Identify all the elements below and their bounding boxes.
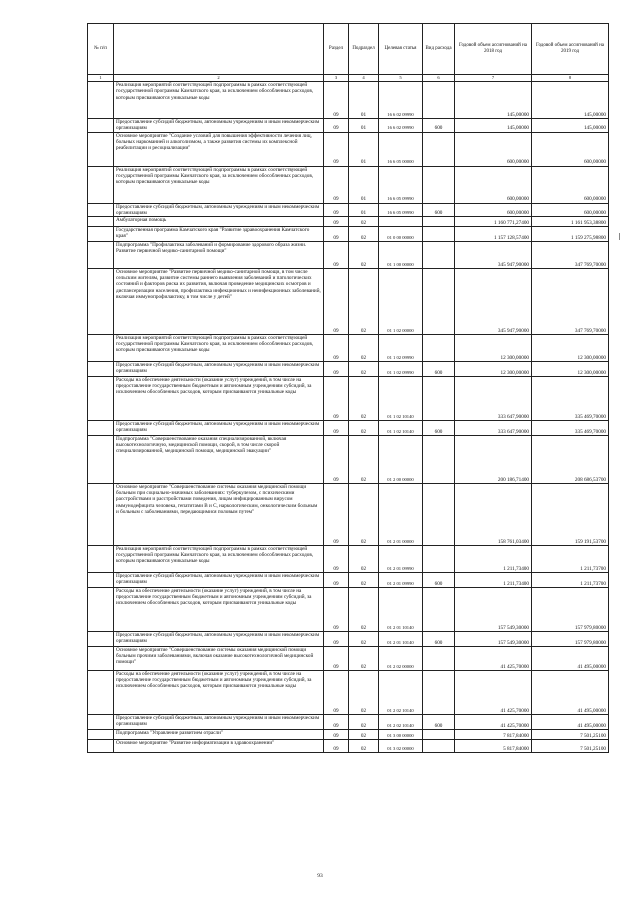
table-row	[88, 362, 609, 377]
row-target: 01 2 01 10140	[379, 588, 423, 632]
row-razdel: 09	[324, 377, 349, 421]
row-razdel: 09	[324, 715, 349, 730]
row-number	[88, 573, 114, 588]
row-podrazdel: 02	[349, 740, 379, 753]
row-number	[88, 132, 114, 166]
row-expense-type	[423, 588, 455, 632]
row-amount-2018: 200 186,71400	[455, 436, 532, 484]
row-amount-2019: 335 469,70000	[532, 421, 609, 436]
row-amount-2019: 7 501,25100	[532, 740, 609, 753]
row-amount-2019: 145,00000	[532, 82, 609, 119]
row-name: Основное мероприятие "Развитие информатизации в здравоохранении"	[114, 740, 324, 753]
header-2019: Годовой объем ассигнований на 2019 год	[532, 24, 609, 75]
row-expense-type	[423, 546, 455, 573]
row-podrazdel: 01	[349, 203, 379, 216]
header-razdel: Раздел	[324, 24, 349, 75]
row-amount-2019: 1 161 953,38800	[532, 217, 609, 227]
row-amount-2018: 41 425,70000	[455, 671, 532, 715]
row-amount-2018: 333 647,90000	[455, 377, 532, 421]
row-razdel: 09	[324, 362, 349, 377]
row-expense-type: 600	[423, 632, 455, 647]
row-number	[88, 421, 114, 436]
row-razdel: 09	[324, 119, 349, 132]
row-podrazdel: 02	[349, 715, 379, 730]
row-amount-2019: 1 159 275,98800	[532, 227, 609, 242]
row-number	[88, 588, 114, 632]
row-razdel: 09	[324, 421, 349, 436]
column-number: 5	[379, 75, 423, 82]
table-row	[88, 82, 609, 119]
row-target	[379, 217, 423, 227]
table-row	[88, 436, 609, 484]
row-name: Основное мероприятие "Создание условий для повышения эффективности лечения лиц, больных наркоманией и алкоголизмом, а также развития системы их комплексной реабилитации и ресоциализации"	[114, 132, 324, 166]
row-expense-type	[423, 242, 455, 269]
row-target: 16 6 05 09990	[379, 203, 423, 216]
row-expense-type	[423, 377, 455, 421]
row-amount-2019: 335 469,70000	[532, 377, 609, 421]
row-amount-2019: 7 501,25100	[532, 730, 609, 740]
table-row	[88, 573, 609, 588]
row-name: Предоставление субсидий бюджетным, автономным учреждениям и иным некоммерческим организациям	[114, 421, 324, 436]
row-amount-2018: 157 549,30000	[455, 588, 532, 632]
row-name: Подпрограмма "Профилактика заболеваний и формирование здорового образа жизни. Развитие первичной медико-санитарной помощи"	[114, 242, 324, 269]
budget-table	[87, 23, 609, 753]
row-amount-2019: 600,00000	[532, 166, 609, 203]
row-target: 16 6 05 00000	[379, 132, 423, 166]
row-amount-2018: 7 817,84000	[455, 730, 532, 740]
row-podrazdel: 02	[349, 242, 379, 269]
row-name: Подпрограмма "Управление развитием отрасли"	[114, 730, 324, 740]
row-number	[88, 362, 114, 377]
table-row	[88, 269, 609, 335]
row-amount-2018: 600,00000	[455, 166, 532, 203]
row-expense-type: 600	[423, 362, 455, 377]
table-row	[88, 715, 609, 730]
row-razdel: 09	[324, 227, 349, 242]
row-expense-type	[423, 166, 455, 203]
header-podrazdel: Подраздел	[349, 24, 379, 75]
table-row	[88, 227, 609, 242]
table-row	[88, 546, 609, 573]
row-razdel: 09	[324, 546, 349, 573]
table-row	[88, 119, 609, 132]
table-row	[88, 421, 609, 436]
row-podrazdel: 02	[349, 588, 379, 632]
row-podrazdel: 02	[349, 421, 379, 436]
row-amount-2018: 41 425,70000	[455, 647, 532, 671]
row-name: Предоставление субсидий бюджетным, автономным учреждениям и иным некоммерческим организациям	[114, 203, 324, 216]
row-target: 01 3 02 00000	[379, 740, 423, 753]
row-number	[88, 730, 114, 740]
row-number	[88, 203, 114, 216]
row-name: Реализация мероприятий соответствующей подпрограммы в рамках соответствующей государственной программы Камчатского края, за исключением обособленных расходов, которым присваиваются уникальные коды	[114, 166, 324, 203]
row-expense-type	[423, 740, 455, 753]
row-razdel: 09	[324, 436, 349, 484]
table-row	[88, 166, 609, 203]
row-name: Реализация мероприятий соответствующей подпрограммы в рамках соответствующей государственной программы Камчатского края, за исключением обособленных расходов, которым присваиваются уникальные коды	[114, 82, 324, 119]
row-expense-type	[423, 82, 455, 119]
row-expense-type	[423, 730, 455, 740]
row-expense-type	[423, 227, 455, 242]
row-amount-2019: 157 979,80000	[532, 632, 609, 647]
row-amount-2019: 1 211,73700	[532, 546, 609, 573]
row-target: 01 2 00 00000	[379, 436, 423, 484]
row-expense-type	[423, 217, 455, 227]
row-amount-2018: 345 947,90000	[455, 242, 532, 269]
row-expense-type: 600	[423, 715, 455, 730]
table-header-row	[88, 24, 609, 75]
row-amount-2018: 345 947,90000	[455, 269, 532, 335]
row-razdel: 09	[324, 740, 349, 753]
row-name: Реализация мероприятий соответствующей подпрограммы в рамках соответствующей государственной программы Камчатского края, за исключением обособленных расходов, которым присваиваются уникальные коды	[114, 546, 324, 573]
row-name: Основное мероприятие "Совершенствование системы оказания медицинской помощи больным при социально-значимых заболеваниях: туберкулезом, с психическими расстройствами и расстройствами поведения, лицам инфицированным вирусом иммунодефицита человека, гепатитами В и С, наркологическим, онкологическим больным и больным с заболеваниями, передающимися половым путем"	[114, 484, 324, 546]
row-amount-2018: 333 647,90000	[455, 421, 532, 436]
row-expense-type: 600	[423, 119, 455, 132]
row-razdel: 09	[324, 166, 349, 203]
row-amount-2019: 12 300,00000	[532, 362, 609, 377]
row-amount-2018: 1 157 128,57400	[455, 227, 532, 242]
row-razdel: 09	[324, 269, 349, 335]
row-expense-type	[423, 436, 455, 484]
row-number	[88, 671, 114, 715]
row-podrazdel: 02	[349, 647, 379, 671]
row-target: 01 2 02 10140	[379, 671, 423, 715]
row-target: 01 2 01 10140	[379, 632, 423, 647]
row-podrazdel: 02	[349, 269, 379, 335]
row-name: Предоставление субсидий бюджетным, автономным учреждениям и иным некоммерческим организациям	[114, 573, 324, 588]
row-amount-2019: 41 495,00000	[532, 647, 609, 671]
row-number	[88, 269, 114, 335]
row-expense-type	[423, 132, 455, 166]
row-amount-2019: 157 979,80000	[532, 588, 609, 632]
row-podrazdel: 02	[349, 546, 379, 573]
table-row	[88, 730, 609, 740]
row-amount-2019: 12 300,00000	[532, 335, 609, 362]
row-target: 01 1 02 10140	[379, 421, 423, 436]
row-number	[88, 632, 114, 647]
column-number: 1	[88, 75, 114, 82]
row-razdel: 09	[324, 632, 349, 647]
row-podrazdel: 02	[349, 436, 379, 484]
column-number: 2	[114, 75, 324, 82]
table-row	[88, 335, 609, 362]
row-name: Расходы на обеспечение деятельности (оказание услуг) учреждений, в том числе на предоставление государственным бюджетным и автономным учреждениям субсидий, за исключением обособленных расходов, которым присваиваются уникальные коды	[114, 588, 324, 632]
row-amount-2018: 12 300,00000	[455, 335, 532, 362]
header-target: Целевая статья	[379, 24, 423, 75]
row-target: 16 6 02 09990	[379, 82, 423, 119]
row-razdel: 09	[324, 335, 349, 362]
page-number: 93	[317, 873, 323, 879]
row-number	[88, 740, 114, 753]
column-number: 7	[455, 75, 532, 82]
row-podrazdel: 02	[349, 484, 379, 546]
row-target: 01 2 01 09990	[379, 546, 423, 573]
row-amount-2019: 600,00000	[532, 203, 609, 216]
row-name: Предоставление субсидий бюджетным, автономным учреждениям и иным некоммерческим организациям	[114, 715, 324, 730]
row-razdel: 09	[324, 588, 349, 632]
row-amount-2018: 1 211,73400	[455, 573, 532, 588]
row-number	[88, 647, 114, 671]
row-amount-2018: 157 549,30000	[455, 632, 532, 647]
row-number	[88, 119, 114, 132]
row-target: 01 2 02 00000	[379, 647, 423, 671]
row-amount-2019: 347 769,70000	[532, 269, 609, 335]
row-number	[88, 715, 114, 730]
row-number	[88, 377, 114, 421]
row-amount-2019: 41 495,00000	[532, 715, 609, 730]
row-expense-type	[423, 671, 455, 715]
row-number	[88, 242, 114, 269]
row-podrazdel: 02	[349, 730, 379, 740]
column-number: 4	[349, 75, 379, 82]
header-num: № п/п	[88, 24, 114, 75]
row-razdel: 09	[324, 671, 349, 715]
row-target: 01 1 02 09990	[379, 335, 423, 362]
row-name: Государственная программа Камчатского края "Развитие здравоохранения Камчатского края"	[114, 227, 324, 242]
row-number	[88, 227, 114, 242]
row-expense-type: 600	[423, 203, 455, 216]
row-name: Расходы на обеспечение деятельности (оказание услуг) учреждений, в том числе на предоставление государственным бюджетным и автономным учреждениям субсидий, за исключением обособленных расходов, которым присваиваются уникальные коды	[114, 377, 324, 421]
margin-mark	[619, 233, 620, 240]
row-razdel: 09	[324, 484, 349, 546]
row-amount-2018: 5 817,84000	[455, 740, 532, 753]
row-expense-type: 600	[423, 421, 455, 436]
row-razdel: 09	[324, 242, 349, 269]
row-amount-2018: 12 300,00000	[455, 362, 532, 377]
row-amount-2019: 208 686,53700	[532, 436, 609, 484]
column-numbering-row	[88, 75, 609, 82]
row-number	[88, 484, 114, 546]
row-podrazdel: 02	[349, 573, 379, 588]
table-row	[88, 647, 609, 671]
row-number	[88, 436, 114, 484]
row-podrazdel: 01	[349, 119, 379, 132]
header-name	[114, 24, 324, 75]
row-podrazdel: 02	[349, 217, 379, 227]
row-name: Основное мероприятие "Развитие первичной медико-санитарной помощи, в том числе сельским жителям, развитие системы раннего выявления заболеваний и патологических состояний и факторов риска их развития, включая проведение медицинских осмотров и диспансеризации населения, профилактика инфекционных и неинфекционных заболеваний, включая иммунопрофилактику, в том числе у детей"	[114, 269, 324, 335]
row-amount-2019: 347 769,70000	[532, 242, 609, 269]
row-amount-2018: 41 425,70000	[455, 715, 532, 730]
row-razdel: 09	[324, 82, 349, 119]
column-number: 8	[532, 75, 609, 82]
row-number	[88, 82, 114, 119]
row-expense-type	[423, 647, 455, 671]
row-podrazdel: 02	[349, 362, 379, 377]
row-number	[88, 166, 114, 203]
budget-table-page	[87, 23, 608, 753]
row-amount-2018: 600,00000	[455, 132, 532, 166]
row-podrazdel: 02	[349, 632, 379, 647]
row-razdel: 09	[324, 203, 349, 216]
row-target: 01 2 01 00000	[379, 484, 423, 546]
table-row	[88, 740, 609, 753]
row-razdel: 09	[324, 647, 349, 671]
row-podrazdel: 01	[349, 82, 379, 119]
row-podrazdel: 01	[349, 166, 379, 203]
row-target: 01 2 01 09990	[379, 573, 423, 588]
row-name: Расходы на обеспечение деятельности (оказание услуг) учреждений, в том числе на предоставление государственным бюджетным и автономным учреждениям субсидий, за исключением обособленных расходов, которым присваиваются уникальные коды	[114, 671, 324, 715]
row-name: Предоставление субсидий бюджетным, автономным учреждениям и иным некоммерческим организациям	[114, 632, 324, 647]
row-target: 01 1 02 00000	[379, 269, 423, 335]
table-row	[88, 217, 609, 227]
row-target: 01 3 00 00000	[379, 730, 423, 740]
table-row	[88, 671, 609, 715]
row-amount-2019: 145,00000	[532, 119, 609, 132]
row-podrazdel: 02	[349, 335, 379, 362]
row-amount-2019: 159 191,53700	[532, 484, 609, 546]
column-number: 3	[324, 75, 349, 82]
row-amount-2018: 145,00000	[455, 82, 532, 119]
row-name: Основное мероприятие "Совершенствование системы оказания медицинской помощи больным прочими заболеваниями, включая оказание высокотехнологичной медицинской помощи"	[114, 647, 324, 671]
row-number	[88, 546, 114, 573]
row-amount-2019: 1 211,73700	[532, 573, 609, 588]
row-name: Амбулаторная помощь	[114, 217, 324, 227]
table-row	[88, 484, 609, 546]
row-expense-type	[423, 269, 455, 335]
row-razdel: 09	[324, 132, 349, 166]
row-razdel: 09	[324, 573, 349, 588]
row-podrazdel: 02	[349, 227, 379, 242]
row-amount-2018: 600,00000	[455, 203, 532, 216]
row-amount-2018: 1 160 771,27400	[455, 217, 532, 227]
row-target: 16 6 02 09990	[379, 119, 423, 132]
row-expense-type: 600	[423, 573, 455, 588]
column-number: 6	[423, 75, 455, 82]
row-target: 01 0 00 00000	[379, 227, 423, 242]
row-target: 01 2 02 10140	[379, 715, 423, 730]
table-row	[88, 203, 609, 216]
row-razdel: 09	[324, 730, 349, 740]
row-amount-2018: 1 211,73400	[455, 546, 532, 573]
row-name: Подпрограмма "Совершенствование оказания специализированной, включая высокотехнологичную, медицинской помощи, скорой, в том числе скорой специализированной, медицинской помощи, медицинской эвакуации"	[114, 436, 324, 484]
row-number	[88, 217, 114, 227]
row-name: Реализация мероприятий соответствующей подпрограммы в рамках соответствующей государственной программы Камчатского края, за исключением обособленных расходов, которым присваиваются уникальные коды	[114, 335, 324, 362]
table-row	[88, 632, 609, 647]
row-podrazdel: 02	[349, 377, 379, 421]
row-amount-2018: 158 761,03400	[455, 484, 532, 546]
row-number	[88, 335, 114, 362]
row-name: Предоставление субсидий бюджетным, автономным учреждениям и иным некоммерческим организациям	[114, 362, 324, 377]
row-name: Предоставление субсидий бюджетным, автономным учреждениям и иным некоммерческим организациям	[114, 119, 324, 132]
table-row	[88, 132, 609, 166]
row-podrazdel: 01	[349, 132, 379, 166]
header-type: Вид расхода	[423, 24, 455, 75]
table-row	[88, 588, 609, 632]
row-podrazdel: 02	[349, 671, 379, 715]
row-target: 01 1 00 00000	[379, 242, 423, 269]
header-2018: Годовой объем ассигнований на 2018 год	[455, 24, 532, 75]
row-target: 01 1 02 09990	[379, 362, 423, 377]
row-amount-2019: 600,00000	[532, 132, 609, 166]
row-amount-2018: 145,00000	[455, 119, 532, 132]
table-row	[88, 377, 609, 421]
row-target: 16 6 05 09990	[379, 166, 423, 203]
row-expense-type	[423, 484, 455, 546]
row-expense-type	[423, 335, 455, 362]
row-target: 01 1 02 10140	[379, 377, 423, 421]
row-amount-2019: 41 495,00000	[532, 671, 609, 715]
table-row	[88, 242, 609, 269]
row-razdel: 09	[324, 217, 349, 227]
